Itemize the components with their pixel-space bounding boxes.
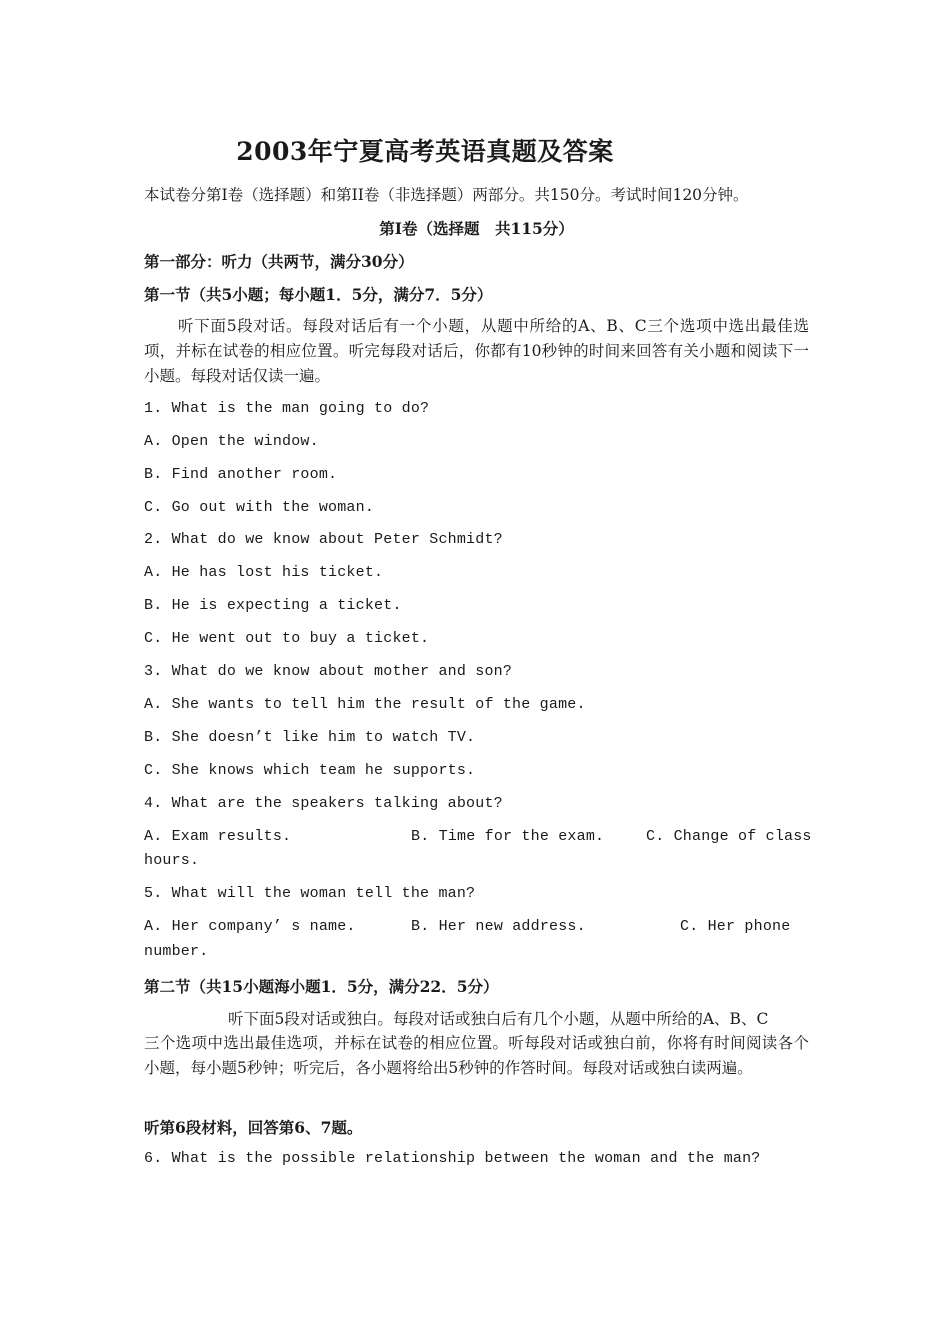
section2-heading: 第二节（共15小题海小题1．5分，满分22．5分）: [144, 977, 499, 996]
page-title-text: 2003年宁夏高考英语真题及答案: [236, 137, 614, 166]
question-3-option-a: A. She wants to tell him the result of the game.: [144, 696, 586, 713]
volume1-heading: 第Ⅰ卷（选择题 共115分）: [379, 219, 574, 238]
page-title: [0, 132, 950, 168]
section1-instructions: 听下面5段对话。每段对话后有一个小题，从题中所给的A、B、C三个选项中选出最佳选项，并标在试卷的相应位置。听完每段对话后，你都有10秒钟的时间来回答有关小题和阅读下一小题。每段对话仅读一遍。: [144, 317, 809, 385]
question-2-option-c: C. He went out to buy a ticket.: [144, 630, 430, 647]
question-4-option-b: B. Time for the exam.: [411, 828, 605, 845]
section2-instructions-first-line: 听下面5段对话或独白。每段对话或独白后有几个小题，从题中所给的A、B、C: [228, 1010, 769, 1028]
question-2-option-b: B. He is expecting a ticket.: [144, 597, 402, 614]
question-1-stem: 1. What is the man going to do?: [144, 400, 430, 417]
question-1-option-b: B. Find another room.: [144, 466, 338, 483]
material-6-heading: 听第6段材料，回答第6、7题。: [144, 1118, 363, 1137]
question-5-option-b: B. Her new address.: [411, 918, 586, 935]
question-5-option-c: C. Her phone: [680, 918, 791, 935]
question-4-option-c-continued: hours.: [144, 852, 200, 869]
section2-instructions-rest: 三个选项中选出最佳选项，并标在试卷的相应位置。听每段对话或独白前，你将有时间阅读各个小题，每小题5秒钟；听完后，各小题将给出5秒钟的作答时间。每段对话或独白读两遍。: [144, 1034, 809, 1077]
question-2-stem: 2. What do we know about Peter Schmidt?: [144, 531, 503, 548]
question-1-option-a: A. Open the window.: [144, 433, 319, 450]
question-6-stem: 6. What is the possible relationship between the woman and the man?: [144, 1150, 761, 1167]
question-1-option-c: C. Go out with the woman.: [144, 499, 375, 516]
question-2-option-a: A. He has lost his ticket.: [144, 564, 384, 581]
question-5-stem: 5. What will the woman tell the man?: [144, 885, 476, 902]
question-4-option-c: C. Change of class: [646, 828, 812, 845]
part1-heading: 第一部分：听力（共两节，满分30分）: [144, 252, 414, 271]
question-5-option-a: A. Her company’ s name.: [144, 918, 356, 935]
question-3-option-c: C. She knows which team he supports.: [144, 762, 476, 779]
question-5-option-c-continued: number.: [144, 943, 209, 960]
question-4-option-a: A. Exam results.: [144, 828, 292, 845]
question-3-option-b: B. She doesn’t like him to watch TV.: [144, 729, 476, 746]
question-3-stem: 3. What do we know about mother and son?: [144, 663, 513, 680]
exam-intro: 本试卷分第Ⅰ卷（选择题）和第II卷（非选择题）两部分。共150分。考试时间120分钟。: [144, 186, 749, 204]
question-4-stem: 4. What are the speakers talking about?: [144, 795, 503, 812]
section1-heading: 第一节（共5小题；每小题1．5分，满分7．5分）: [144, 285, 493, 304]
